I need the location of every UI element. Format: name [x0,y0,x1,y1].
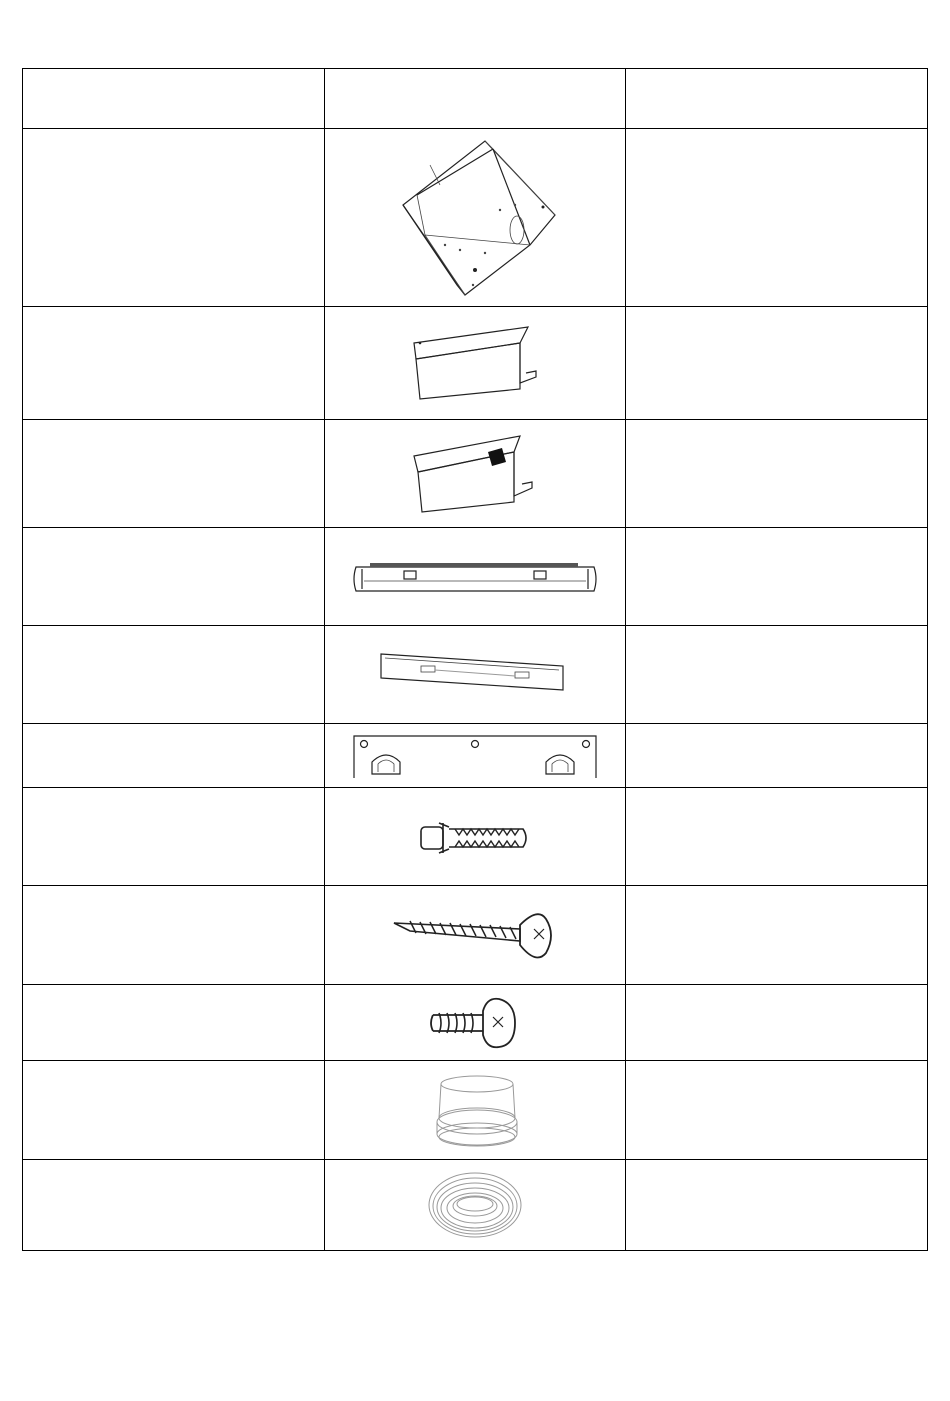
chimney-bracket-icon [375,650,575,700]
header-cell-qty [626,69,928,129]
part-qty-cell [626,307,928,420]
part-image-cell [325,420,626,528]
duct-adapter-icon [425,1070,525,1150]
part-name-cell [23,1061,325,1160]
mounting-plate-icon [350,732,600,780]
table-row [23,985,928,1061]
part-name-cell [23,985,325,1061]
part-qty-cell [626,724,928,788]
part-image-cell [325,307,626,420]
table-row [23,626,928,724]
part-image-cell [325,1061,626,1160]
table-row [23,1160,928,1251]
hood-body-icon [385,135,565,300]
table-row [23,528,928,626]
lower-chimney-icon [410,432,540,516]
table-row [23,788,928,886]
part-qty-cell [626,985,928,1061]
part-image-cell [325,528,626,626]
part-image-cell [325,886,626,985]
part-image-cell [325,788,626,886]
part-name-cell [23,724,325,788]
wall-plug-icon [415,817,535,857]
parts-table [22,68,928,1251]
table-row [23,307,928,420]
part-name-cell [23,886,325,985]
table-header-row [23,69,928,129]
table-row [23,129,928,307]
part-qty-cell [626,420,928,528]
part-name-cell [23,528,325,626]
part-qty-cell [626,788,928,886]
part-name-cell [23,788,325,886]
part-qty-cell [626,626,928,724]
table-row [23,1061,928,1160]
header-cell-name [23,69,325,129]
table-row [23,724,928,788]
part-name-cell [23,1160,325,1251]
part-image-cell [325,129,626,307]
part-name-cell [23,129,325,307]
part-image-cell [325,985,626,1061]
part-qty-cell [626,1061,928,1160]
upper-chimney-icon [410,323,540,403]
long-screw-icon [390,907,560,963]
part-name-cell [23,420,325,528]
part-qty-cell [626,528,928,626]
part-image-cell [325,1160,626,1251]
part-qty-cell [626,886,928,985]
part-image-cell [325,626,626,724]
part-qty-cell [626,129,928,307]
hood-bracket-icon [350,557,600,597]
header-cell-image [325,69,626,129]
part-image-cell [325,724,626,788]
part-qty-cell [626,1160,928,1251]
part-name-cell [23,626,325,724]
reducer-ring-icon [425,1168,525,1242]
table-row [23,886,928,985]
table-row [23,420,928,528]
short-screw-icon [425,993,525,1053]
part-name-cell [23,307,325,420]
